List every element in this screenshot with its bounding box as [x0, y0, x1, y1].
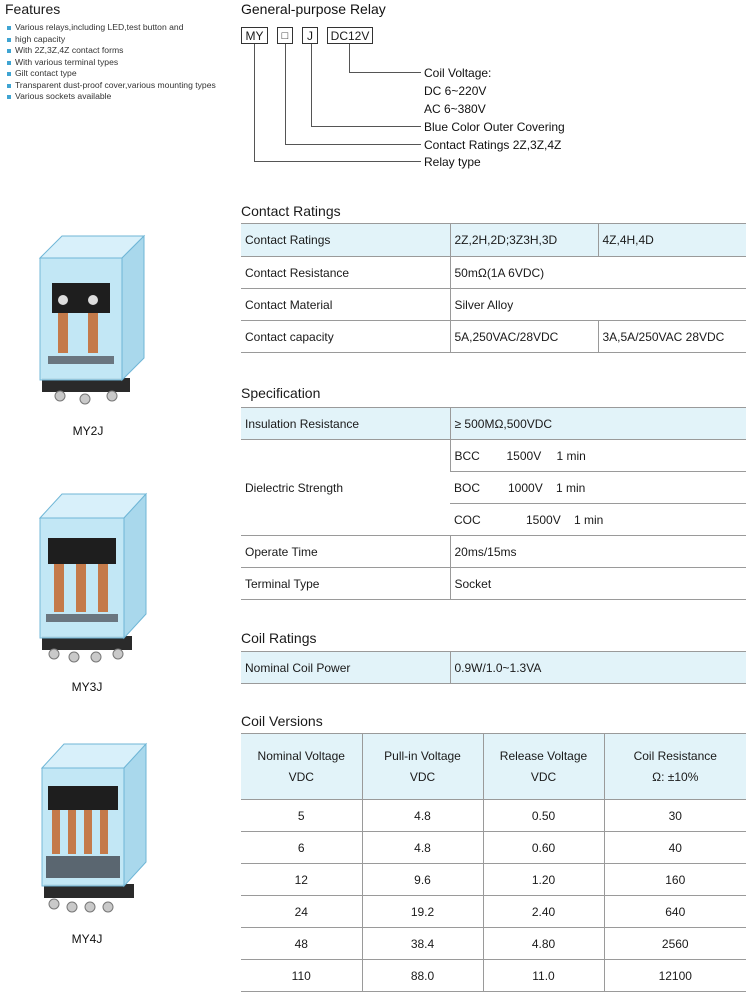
features-list: [5, 22, 230, 103]
table-cell: 5A,250VAC/28VDC: [450, 321, 598, 353]
header-unit: VDC: [530, 769, 557, 784]
features-title: Features: [5, 1, 61, 17]
table-row: [241, 440, 746, 472]
column-header: [241, 734, 362, 800]
table-row: [241, 832, 746, 864]
table-cell: 24: [241, 896, 362, 928]
table-row: [241, 896, 746, 928]
code-box-contacts: □: [277, 27, 293, 44]
leader-line: [254, 44, 255, 162]
table-cell: 11.0: [483, 960, 604, 992]
feature-item: Various sockets available: [5, 91, 230, 103]
table-cell: 12: [241, 864, 362, 896]
table-cell: Contact Ratings: [241, 224, 450, 257]
table-cell: 40: [604, 832, 746, 864]
legend-relay-type: Relay type: [424, 155, 481, 169]
header-line: Nominal Voltage: [257, 748, 345, 763]
header-line: Coil Resistance: [633, 748, 717, 763]
relay-my4j-image: [34, 738, 154, 918]
header-unit: Ω: ±10%: [652, 769, 699, 784]
table-row: [241, 224, 746, 257]
table-row: [241, 568, 746, 600]
relay-my2j-image: [30, 228, 150, 408]
legend-coil-voltage: Coil Voltage:: [424, 66, 492, 80]
legend-cover: Blue Color Outer Covering: [424, 120, 565, 134]
table-cell: 38.4: [362, 928, 483, 960]
table-cell: Socket: [450, 568, 746, 600]
leader-line: [349, 44, 350, 73]
code-box-series: MY: [241, 27, 268, 44]
dielectric-type: COC: [454, 512, 481, 527]
product-label-my2j: MY2J: [72, 424, 104, 438]
dielectric-duration: 1 min: [574, 512, 604, 527]
table-cell: Dielectric Strength: [241, 440, 450, 536]
table-cell: 50mΩ(1A 6VDC): [450, 257, 746, 289]
table-cell: 4.80: [483, 928, 604, 960]
table-cell: 4Z,4H,4D: [598, 224, 746, 257]
table-row: [241, 928, 746, 960]
table-cell: 9.6: [362, 864, 483, 896]
column-header: [362, 734, 483, 800]
dielectric-duration: 1 min: [556, 448, 586, 463]
leader-line: [311, 44, 312, 127]
leader-line: [285, 144, 421, 145]
legend-ac-range: AC 6~380V: [424, 102, 486, 116]
table-cell: 30: [604, 800, 746, 832]
table-cell: 160: [604, 864, 746, 896]
table-cell: 1.20: [483, 864, 604, 896]
table-cell: 4.8: [362, 800, 483, 832]
table-row: [241, 257, 746, 289]
specification-title: Specification: [241, 385, 321, 401]
table-cell: 4.8: [362, 832, 483, 864]
table-cell: [450, 472, 746, 504]
header-unit: VDC: [409, 769, 436, 784]
product-label-my3j: MY3J: [71, 680, 103, 694]
leader-line: [254, 161, 421, 162]
leader-line: [349, 72, 421, 73]
table-cell: 12100: [604, 960, 746, 992]
dielectric-voltage: 1500V: [506, 448, 542, 463]
legend-dc-range: DC 6~220V: [424, 84, 487, 98]
code-box-cover: J: [302, 27, 318, 44]
coil-versions-table: [241, 733, 746, 992]
table-cell: 2.40: [483, 896, 604, 928]
feature-item: With 2Z,3Z,4Z contact forms: [5, 45, 230, 57]
dielectric-type: BCC: [454, 448, 480, 463]
table-row: [241, 960, 746, 992]
table-cell: 6: [241, 832, 362, 864]
column-header: [604, 734, 746, 800]
table-cell: 3A,5A/250VAC 28VDC: [598, 321, 746, 353]
table-cell: [450, 504, 746, 536]
table-cell: 19.2: [362, 896, 483, 928]
table-cell: Silver Alloy: [450, 289, 746, 321]
coil-versions-body: [241, 800, 746, 992]
table-cell: 640: [604, 896, 746, 928]
feature-item: Various relays,including LED,test button and: [5, 22, 230, 34]
table-cell: 0.60: [483, 832, 604, 864]
table-cell: ≥ 500MΩ,500VDC: [450, 408, 746, 440]
code-box-voltage: DC12V: [327, 27, 373, 44]
header-line: Release Voltage: [499, 748, 588, 763]
table-cell: Operate Time: [241, 536, 450, 568]
dielectric-type: BOC: [454, 480, 481, 495]
feature-item: high capacity: [5, 34, 230, 46]
coil-versions-title: Coil Versions: [241, 713, 323, 729]
feature-item: Gilt contact type: [5, 68, 230, 80]
column-header: [483, 734, 604, 800]
table-cell: 20ms/15ms: [450, 536, 746, 568]
table-cell: Contact Material: [241, 289, 450, 321]
table-row: [241, 289, 746, 321]
feature-item: Transparent dust-proof cover,various mounting types: [5, 80, 230, 92]
table-row: [241, 652, 746, 684]
contact-ratings-table: [241, 223, 746, 353]
dielectric-duration: 1 min: [556, 480, 586, 495]
table-cell: 48: [241, 928, 362, 960]
relay-my3j-image: [30, 488, 150, 668]
header-line: Pull-in Voltage: [384, 748, 461, 763]
table-cell: 88.0: [362, 960, 483, 992]
table-cell: 2Z,2H,2D;3Z3H,3D: [450, 224, 598, 257]
product-label-my4j: MY4J: [71, 932, 103, 946]
table-row: [241, 321, 746, 353]
table-row: [241, 800, 746, 832]
feature-item: With various terminal types: [5, 57, 230, 69]
table-cell: Insulation Resistance: [241, 408, 450, 440]
table-cell: 0.50: [483, 800, 604, 832]
table-cell: 5: [241, 800, 362, 832]
coil-ratings-table: [241, 651, 746, 684]
table-cell: Terminal Type: [241, 568, 450, 600]
legend-contacts: Contact Ratings 2Z,3Z,4Z: [424, 138, 562, 152]
table-cell: Contact Resistance: [241, 257, 450, 289]
table-row: [241, 408, 746, 440]
table-cell: Contact capacity: [241, 321, 450, 353]
table-cell: 110: [241, 960, 362, 992]
table-cell: [450, 440, 746, 472]
table-cell: 0.9W/1.0~1.3VA: [450, 652, 746, 684]
specification-table: [241, 407, 746, 600]
coil-ratings-title: Coil Ratings: [241, 630, 317, 646]
table-cell: Nominal Coil Power: [241, 652, 450, 684]
contact-ratings-title: Contact Ratings: [241, 203, 341, 219]
table-row: [241, 536, 746, 568]
leader-line: [285, 44, 286, 145]
code-title: General-purpose Relay: [241, 1, 386, 17]
dielectric-voltage: 1000V: [508, 480, 543, 495]
table-header-row: [241, 734, 746, 800]
table-row: [241, 864, 746, 896]
header-unit: VDC: [288, 769, 314, 784]
leader-line: [311, 126, 421, 127]
table-cell: 2560: [604, 928, 746, 960]
dielectric-voltage: 1500V: [526, 512, 561, 527]
